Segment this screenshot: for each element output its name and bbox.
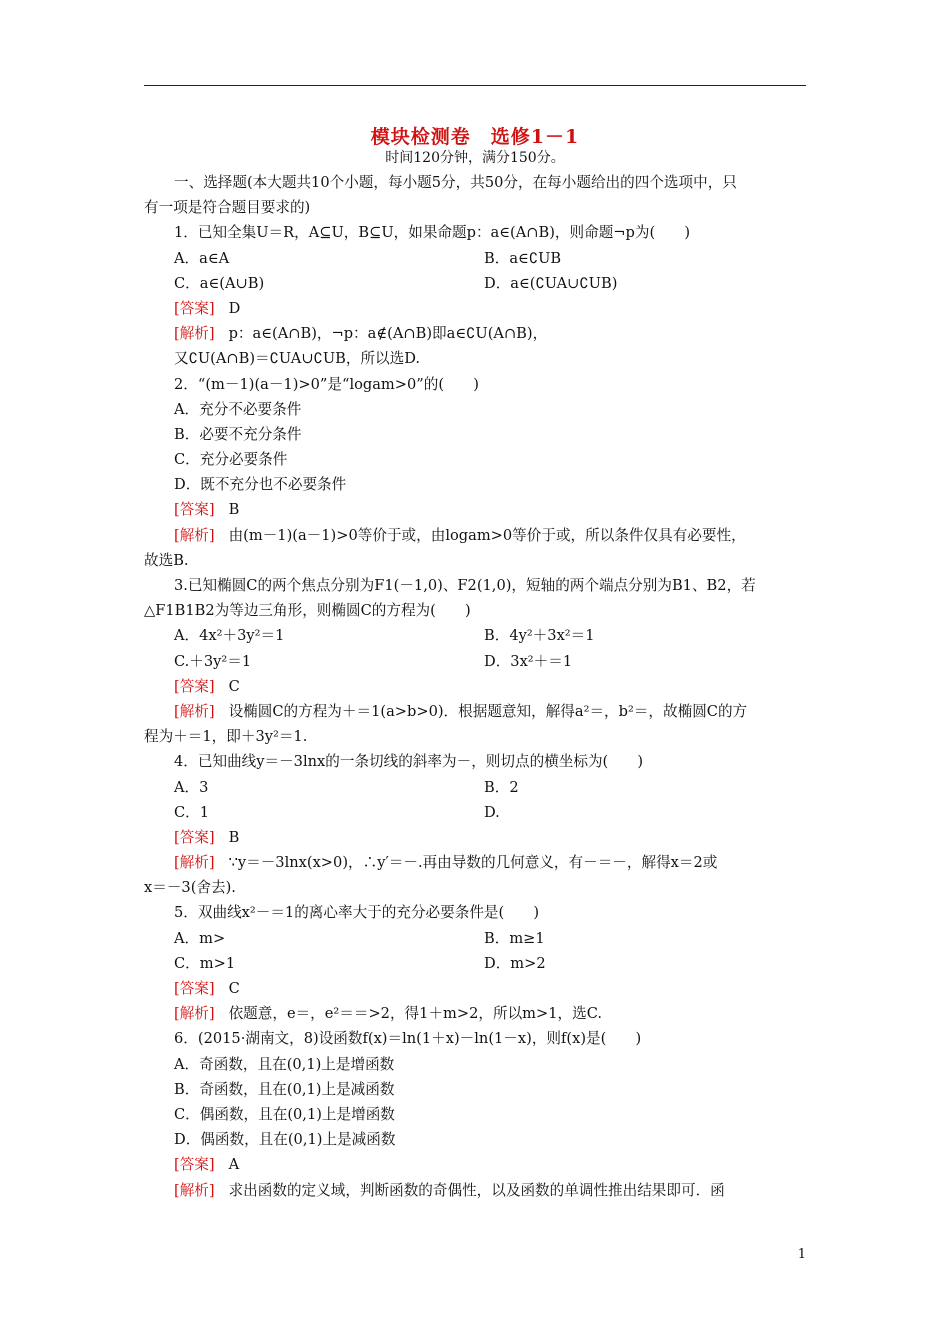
analysis-tag: [解析]: [174, 325, 215, 343]
option-c: C．a∈(A∪B): [174, 274, 265, 292]
analysis-tag: [解析]: [174, 1181, 215, 1199]
option-d: D．a∈(∁UA∪∁UB): [484, 274, 618, 292]
answer-tag: [答案]: [174, 677, 215, 695]
answer-value: B: [228, 828, 240, 846]
option-a: A．m>: [174, 929, 226, 947]
question-6-stem: 6．(2015·湖南文，8)设函数f(x)＝ln(1＋x)－ln(1－x)，则f(x)是( ): [174, 1030, 642, 1048]
analysis-tag: [解析]: [174, 702, 215, 720]
question-5-analysis: [144, 1001, 806, 1026]
question-5-answer: [144, 976, 806, 1001]
answer-tag: [答案]: [174, 828, 215, 846]
question-4-options-ab: [144, 775, 806, 800]
analysis-text: 依题意，e＝，e²＝＝>2，得1＋m>2，所以m>1，选C.: [228, 1005, 602, 1023]
page-number: 1: [797, 1247, 806, 1262]
analysis-tag: [解析]: [174, 1005, 215, 1023]
question-1-stem: 1．已知全集U＝R，A⊆U，B⊆U，如果命题p：a∈(A∩B)，则命题¬p为( ): [174, 224, 691, 242]
option-a: A．3: [174, 778, 209, 796]
question-6-answer: [144, 1152, 806, 1177]
document-body: [144, 170, 806, 1203]
question-1-answer: [144, 296, 806, 321]
option-c: C．1: [174, 803, 210, 821]
option-a: A．4x²＋3y²＝1: [174, 627, 285, 645]
question-5-options-ab: [144, 926, 806, 951]
answer-tag: [答案]: [174, 501, 215, 519]
page-subtitle: 时间120分钟，满分150分。: [385, 150, 565, 166]
question-2-analysis-line2: 故选B.: [144, 551, 189, 569]
option-d: D.: [484, 803, 500, 821]
question-3-answer: [144, 674, 806, 699]
analysis-text: 求出函数的定义域，判断函数的奇偶性，以及函数的单调性推出结果即可．函: [228, 1181, 725, 1199]
question-3-stem-line2: △F1B1B2为等边三角形，则椭圆C的方程为( ): [144, 602, 471, 620]
answer-value: D: [228, 299, 241, 317]
option-d: D．m>2: [484, 954, 546, 972]
answer-value: C: [228, 677, 240, 695]
question-3-stem: 3.已知椭圆C的两个焦点分别为F1(－1,0)、F2(1,0)，短轴的两个端点分别为B1、B2，若: [174, 577, 756, 594]
analysis-tag: [解析]: [174, 526, 215, 544]
option-c: C．m>1: [174, 954, 236, 972]
option-d: D．3x²＋＝1: [484, 652, 573, 670]
answer-value: A: [228, 1156, 240, 1174]
question-4-options-cd: [144, 800, 806, 825]
answer-tag: [答案]: [174, 299, 215, 317]
answer-tag: [答案]: [174, 1156, 215, 1174]
option-b: B．奇函数，且在(0,1)上是减函数: [174, 1080, 395, 1098]
question-4-stem: 4．已知曲线y＝－3lnx的一条切线的斜率为－，则切点的横坐标为( ): [174, 753, 644, 771]
question-2-stem: 2．“(m－1)(a－1)>0”是“logam>0”的( ): [174, 375, 479, 393]
analysis-tag: [解析]: [174, 854, 215, 872]
section-heading-line2: 有一项是符合题目要求的): [144, 199, 311, 217]
question-1-analysis: [144, 321, 806, 346]
question-5-options-cd: [144, 951, 806, 976]
header-rule: [144, 85, 806, 86]
question-3-analysis: [144, 699, 806, 724]
option-b: B．4y²＋3x²＝1: [484, 627, 595, 645]
analysis-text: 设椭圆C的方程为＋＝1(a>b>0)．根据题意知，解得a²＝，b²＝，故椭圆C的方: [228, 702, 748, 720]
option-a: A．奇函数，且在(0,1)上是增函数: [174, 1055, 395, 1073]
section-heading-line1: 一、选择题(本大题共10个小题，每小题5分，共50分，在每小题给出的四个选项中，只: [174, 174, 737, 191]
question-1-options-cd: [144, 271, 806, 296]
option-a: A．充分不必要条件: [174, 400, 302, 418]
answer-value: C: [228, 980, 240, 997]
option-c: C．充分必要条件: [174, 451, 288, 469]
question-1-analysis-line2: 又∁U(A∩B)＝∁UA∪∁UB，所以选D.: [174, 350, 421, 368]
analysis-text: ∵y＝－3lnx(x>0)，∴y′＝－.再由导数的几何意义，有－＝－，解得x＝2或: [228, 854, 718, 872]
question-2-analysis: [144, 523, 806, 548]
analysis-text: p：a∈(A∩B)，¬p：a∉(A∩B)即a∈∁U(A∩B)，: [228, 325, 548, 343]
question-4-analysis: [144, 850, 806, 875]
question-3-options-cd: [144, 649, 806, 674]
analysis-text: 由(m－1)(a－1)>0等价于或，由logam>0等价于或，所以条件仅具有必要性，: [228, 526, 746, 544]
option-a: A．a∈A: [174, 249, 230, 267]
option-b: B．a∈∁UB: [484, 249, 562, 267]
question-4-analysis-line2: x＝－3(舍去).: [144, 879, 236, 897]
option-d: D．偶函数，且在(0,1)上是减函数: [174, 1131, 396, 1149]
question-3-options-ab: [144, 623, 806, 648]
page-title: 模块检测卷 选修1－1: [370, 126, 580, 148]
option-b: B．2: [484, 778, 519, 796]
option-b: B．必要不充分条件: [174, 425, 302, 443]
option-b: B．m≥1: [484, 929, 545, 947]
answer-tag: [答案]: [174, 980, 215, 997]
question-3-analysis-line2: 程为＋＝1，即＋3y²＝1.: [144, 728, 308, 746]
option-d: D．既不充分也不必要条件: [174, 476, 347, 494]
question-6-analysis: [144, 1178, 806, 1203]
option-c: C．偶函数，且在(0,1)上是增函数: [174, 1105, 395, 1123]
question-2-answer: [144, 497, 806, 522]
question-1-options-ab: [144, 246, 806, 271]
answer-value: B: [228, 501, 240, 519]
question-5-stem: 5．双曲线x²－＝1的离心率大于的充分必要条件是( ): [174, 904, 540, 922]
option-c: C.＋3y²＝1: [174, 652, 252, 670]
question-4-answer: [144, 825, 806, 850]
